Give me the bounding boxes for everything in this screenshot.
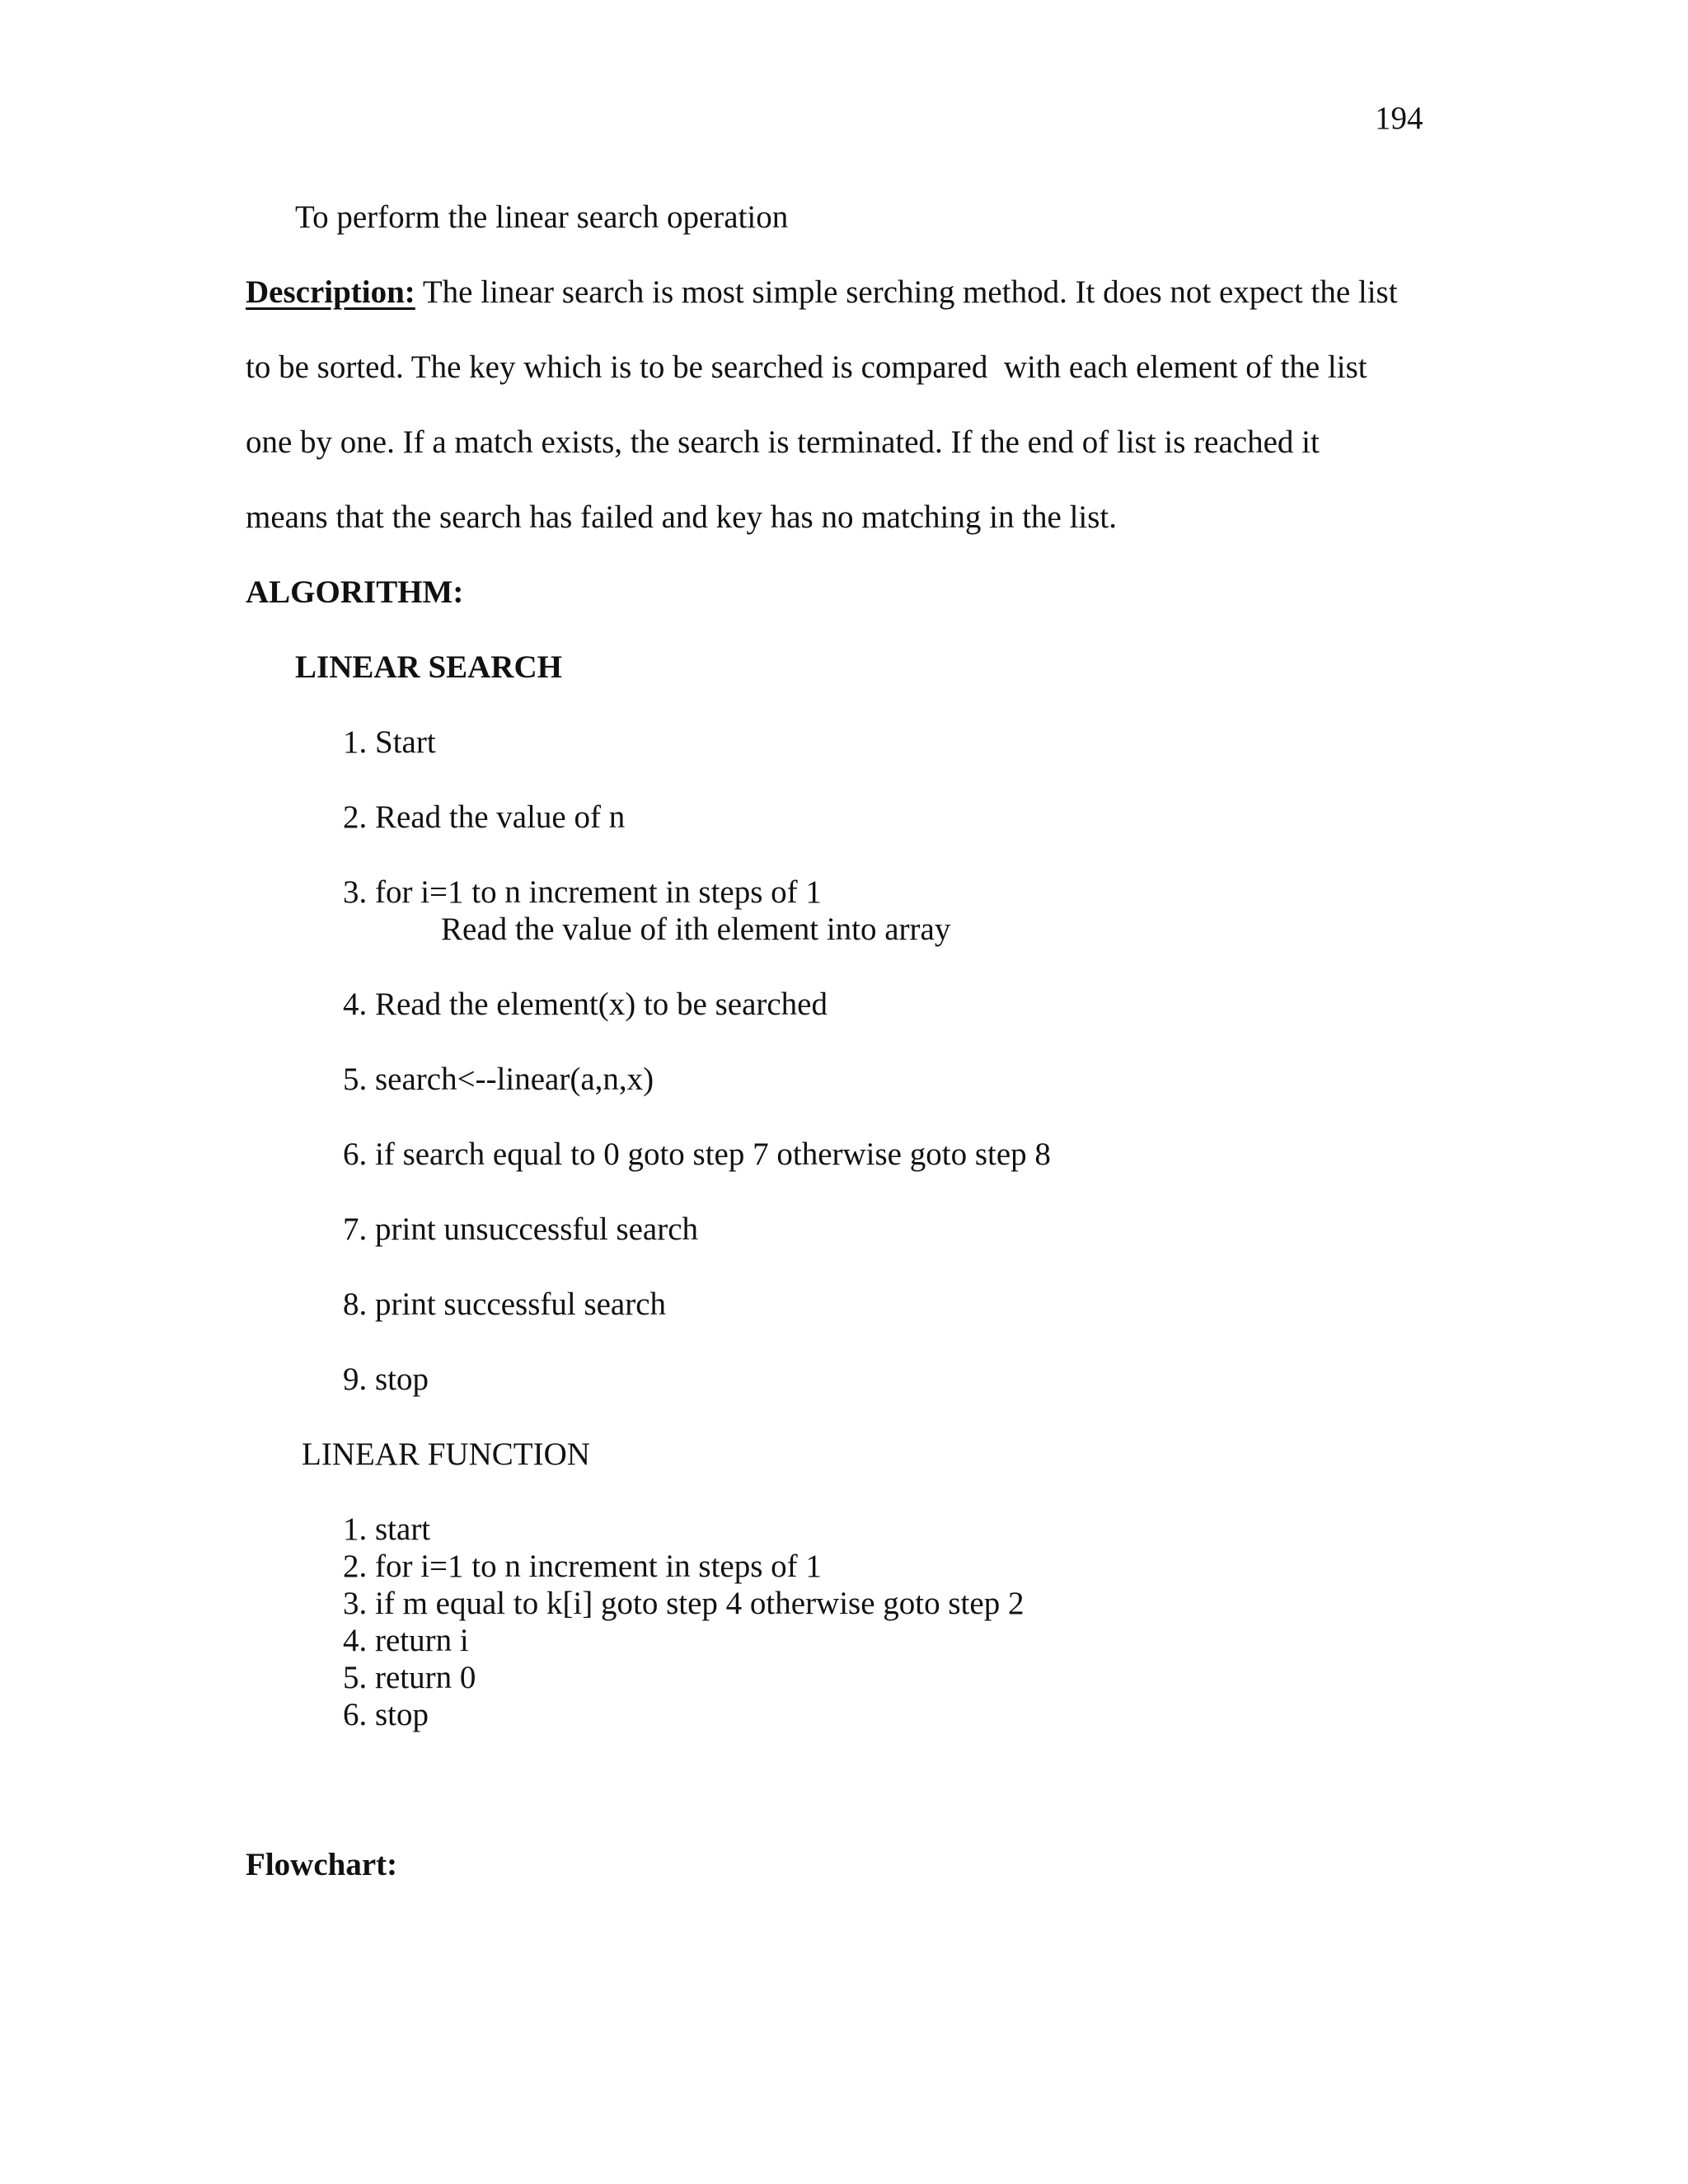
description-line-3: one by one. If a match exists, the search is terminated. If the end of list is reached it bbox=[246, 424, 1320, 460]
linear-search-step-6: 6. if search equal to 0 goto step 7 otherwise goto step 8 bbox=[343, 1137, 1051, 1172]
linear-search-step-4: 4. Read the element(x) to be searched bbox=[343, 987, 828, 1022]
linear-search-step-8: 8. print successful search bbox=[343, 1286, 667, 1322]
description-text-1: The linear search is most simple serching method. It does not expect the list bbox=[415, 274, 1398, 310]
description-line-2: to be sorted. The key which is to be searched is compared with each element of the list bbox=[246, 349, 1367, 385]
aim-text: To perform the linear search operation bbox=[295, 199, 789, 235]
linear-function-step-5: 5. return 0 bbox=[343, 1660, 476, 1695]
linear-search-step-3: 3. for i=1 to n increment in steps of 1 bbox=[343, 874, 822, 910]
linear-search-step-2: 2. Read the value of n bbox=[343, 799, 626, 835]
linear-search-step-1: 1. Start bbox=[343, 724, 436, 760]
linear-search-step-7: 7. print unsuccessful search bbox=[343, 1212, 699, 1247]
linear-search-heading: LINEAR SEARCH bbox=[295, 649, 562, 685]
linear-function-step-2: 2. for i=1 to n increment in steps of 1 bbox=[343, 1549, 822, 1584]
page-number: 194 bbox=[1375, 101, 1423, 136]
description-label: Description: bbox=[246, 274, 415, 310]
description-line-4: means that the search has failed and key has no matching in the list. bbox=[246, 499, 1118, 535]
description-line-1 bbox=[246, 276, 1398, 308]
linear-search-step-5: 5. search<--linear(a,n,x) bbox=[343, 1062, 654, 1097]
linear-function-step-1: 1. start bbox=[343, 1511, 431, 1547]
linear-function-step-6: 6. stop bbox=[343, 1697, 429, 1732]
linear-function-step-3: 3. if m equal to k[i] goto step 4 otherwise goto step 2 bbox=[343, 1586, 1025, 1621]
flowchart-heading: Flowchart: bbox=[246, 1847, 398, 1882]
linear-search-step-9: 9. stop bbox=[343, 1361, 429, 1397]
linear-function-step-4: 4. return i bbox=[343, 1623, 469, 1658]
algorithm-heading: ALGORITHM: bbox=[246, 574, 464, 610]
linear-function-heading: LINEAR FUNCTION bbox=[302, 1436, 590, 1472]
linear-search-step-3-body: Read the value of ith element into array bbox=[441, 912, 951, 947]
